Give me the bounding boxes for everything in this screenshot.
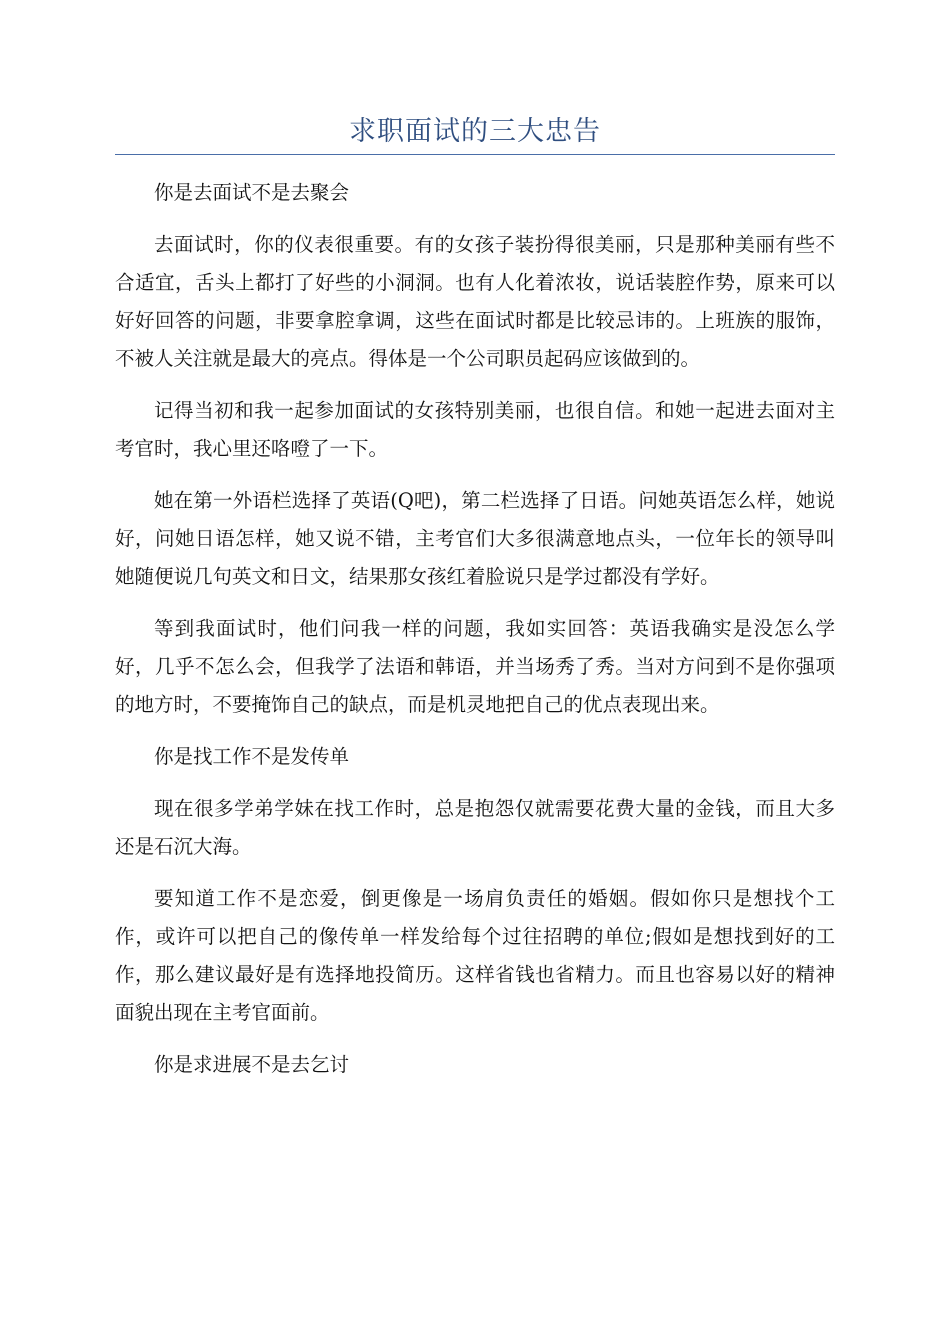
paragraph: 去面试时，你的仪表很重要。有的女孩子装扮得很美丽，只是那种美丽有些不合适宜，舌头上都打了好些的小洞洞。也有人化着浓妆，说话装腔作势，原来可以好好回答的问题，非要拿腔拿调，这些在面试时都是比较忌讳的。上班族的服饰，不被人关注就是最大的亮点。得体是一个公司职员起码应该做到的。 <box>115 233 835 370</box>
section-heading-2: 你是找工作不是发传单 <box>154 745 350 768</box>
paragraph: 要知道工作不是恋爱，倒更像是一场肩负责任的婚姻。假如你只是想找个工作，或许可以把自己的像传单一样发给每个过往招聘的单位;假如是想找到好的工作，那么建议最好是有选择地投简历。这样省钱也省精力。而且也容易以好的精神面貌出现在主考官面前。 <box>115 887 835 1024</box>
document-title: 求职面试的三大忠告 <box>349 116 601 147</box>
paragraph: 记得当初和我一起参加面试的女孩特别美丽，也很自信。和她一起进去面对主考官时，我心里还咯噔了一下。 <box>115 399 835 460</box>
paragraph: 她在第一外语栏选择了英语(Q吧)，第二栏选择了日语。问她英语怎么样，她说好，问她日语怎样，她又说不错，主考官们大多很满意地点头，一位年长的领导叫她随便说几句英文和日文，结果那女孩红着脸说只是学过都没有学好。 <box>115 489 835 588</box>
section-heading-3: 你是求进展不是去乞讨 <box>154 1053 350 1076</box>
paragraph: 现在很多学弟学妹在找工作时，总是抱怨仅就需要花费大量的金钱，而且大多还是石沉大海。 <box>115 797 835 858</box>
title-underline <box>115 154 835 155</box>
paragraph: 等到我面试时，他们问我一样的问题，我如实回答：英语我确实是没怎么学好，几乎不怎么会，但我学了法语和韩语，并当场秀了秀。当对方问到不是你强项的地方时，不要掩饰自己的缺点，而是机灵地把自己的优点表现出来。 <box>115 617 835 716</box>
document-body <box>115 174 835 1098</box>
section-heading-1: 你是去面试不是去聚会 <box>154 181 350 204</box>
